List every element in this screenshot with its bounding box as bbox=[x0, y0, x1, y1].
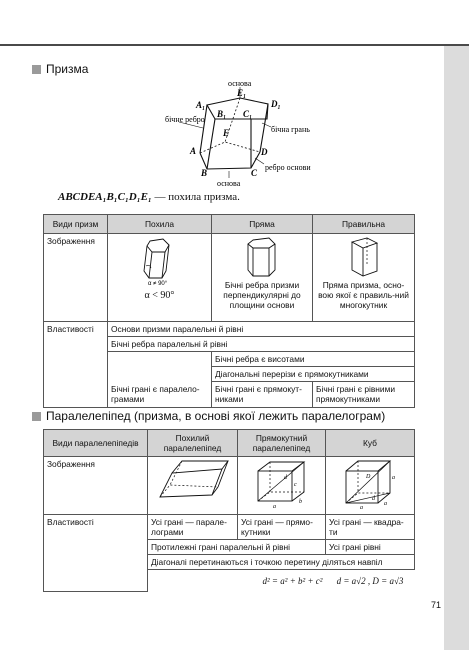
prop-edges-heights: Бічні ребра є висотами bbox=[212, 352, 415, 367]
page-edge-gap bbox=[430, 46, 444, 650]
prism-heading-text: Призма bbox=[46, 62, 89, 76]
section-marker-icon bbox=[32, 65, 41, 74]
oblique-parallelepiped-cell bbox=[148, 457, 238, 515]
prop-bases-parallel: Основи призми паралельні й рівні bbox=[108, 322, 415, 337]
right-prism-note: Бічні ребра призми перпендикулярні до площини основи bbox=[223, 280, 301, 310]
vertex-b: B bbox=[201, 168, 208, 178]
prism-caption bbox=[58, 191, 240, 203]
label-base-edge: ребро основи bbox=[265, 163, 311, 172]
oblique-parallelepiped-icon bbox=[154, 459, 232, 503]
regular-prism-note: Пряма призма, осно-вою якої є правиль-ний многокутник bbox=[318, 280, 409, 310]
regular-prism-cell bbox=[313, 234, 415, 322]
vertex-a1: A₁ bbox=[196, 100, 206, 110]
header-oblique: Похила bbox=[108, 215, 212, 234]
prop-diagonal-sections: Діагональні перерізи є прямокутниками bbox=[212, 367, 415, 382]
vertex-a: A bbox=[190, 146, 197, 156]
pp-prop-oblique-faces: Усі грані — парале-лограми bbox=[148, 515, 238, 540]
pp-row-label-properties: Властивості bbox=[44, 515, 148, 592]
parallelepiped-heading bbox=[32, 409, 385, 423]
prop-right-faces: Бічні грані є прямокут-никами bbox=[212, 382, 313, 408]
pp-empty-formula-cell bbox=[148, 570, 238, 592]
rect-label-c: c bbox=[293, 482, 297, 488]
right-prism-cell bbox=[212, 234, 313, 322]
rect-parallelepiped-icon bbox=[254, 459, 310, 509]
top-rule bbox=[0, 44, 469, 46]
oblique-angle-label: α ≠ 90° bbox=[147, 281, 167, 287]
cube-label-a-right: a bbox=[392, 475, 395, 481]
header-prism-types: Види призм bbox=[44, 215, 108, 234]
cube-label-a-bottom: a bbox=[360, 505, 363, 511]
regular-prism-icon bbox=[347, 236, 381, 278]
cube-diagonal-formula: d = a√2 , D = a√3 bbox=[336, 575, 404, 586]
pp-prop-opposite-faces: Протилежні грані паралельні й рівні bbox=[148, 540, 326, 555]
label-lateral-edge: бічне ребро bbox=[165, 115, 205, 124]
label-base-top: основа bbox=[228, 79, 252, 88]
page-number: 71 bbox=[431, 600, 442, 610]
prism-heading bbox=[32, 62, 88, 76]
vertex-c1: C₁ bbox=[243, 109, 253, 119]
header-oblique-parallelepiped: Похилий паралелепіпед bbox=[148, 430, 238, 457]
prop-regular-faces: Бічні грані є рівними прямокутниками bbox=[313, 382, 415, 408]
rect-label-d: d bbox=[283, 475, 287, 481]
parallelepiped-types-table bbox=[43, 429, 415, 592]
oblique-condition: α < 90° bbox=[144, 290, 175, 301]
vertex-c: C bbox=[251, 168, 258, 178]
vertex-d: D bbox=[261, 147, 268, 157]
header-rect-parallelepiped: Прямокутний паралелепіпед bbox=[238, 430, 326, 457]
pp-prop-cube-faces: Усі грані — квадра-ти bbox=[326, 515, 415, 540]
row-label-image: Зображення bbox=[44, 234, 108, 322]
parallelepiped-heading-text: Паралелепіпед (призма, в основі якої лежить паралелограм) bbox=[46, 409, 386, 423]
header-cube: Куб bbox=[326, 430, 415, 457]
row-label-properties: Властивості bbox=[44, 322, 108, 408]
rect-label-b: b bbox=[298, 499, 302, 505]
rect-diagonal-formula: d² = a² + b² + c² bbox=[262, 575, 323, 586]
vertex-d1: D₁ bbox=[271, 99, 281, 109]
label-lateral-face: бічна грань bbox=[271, 125, 310, 134]
header-regular: Правильна bbox=[313, 215, 415, 234]
cube-label-d: d bbox=[372, 496, 375, 502]
rect-label-a: a bbox=[272, 504, 276, 510]
section-marker-icon bbox=[32, 412, 41, 421]
cube-label-D: D bbox=[366, 474, 371, 480]
vertex-b1: B₁ bbox=[217, 109, 227, 119]
right-prism-icon bbox=[245, 236, 279, 278]
rect-parallelepiped-cell bbox=[238, 457, 326, 515]
prism-types-table bbox=[43, 214, 415, 408]
pp-prop-rect-faces: Усі грані — прямо-кутники bbox=[238, 515, 326, 540]
prop-edges-parallel: Бічні ребра паралельні й рівні bbox=[108, 337, 415, 352]
cube-icon bbox=[342, 459, 398, 509]
vertex-e1: E₁ bbox=[237, 88, 247, 98]
pp-prop-cube-equal: Усі грані рівні bbox=[326, 540, 415, 555]
header-right: Пряма bbox=[212, 215, 313, 234]
caption-prism-name: ABCDEA₁B₁C₁D₁E₁ bbox=[58, 191, 152, 203]
caption-rest: — похила призма. bbox=[151, 191, 240, 203]
cube-cell bbox=[326, 457, 415, 515]
label-base-bottom: основа bbox=[217, 179, 241, 188]
pp-prop-diagonals: Діагоналі перетинаються і точкою перетину діляться навпіл bbox=[148, 555, 415, 570]
oblique-prism-cell bbox=[108, 234, 212, 322]
cube-label-a-side: a bbox=[384, 501, 387, 507]
vertex-e: E bbox=[223, 128, 230, 138]
oblique-empty-cell bbox=[108, 352, 212, 382]
pp-row-label-image: Зображення bbox=[44, 457, 148, 515]
prop-oblique-faces: Бічні грані є паралело-грамами bbox=[108, 382, 212, 408]
oblique-prism-figure bbox=[165, 78, 311, 190]
oblique-prism-icon bbox=[136, 236, 184, 286]
header-parallelepiped-types: Види паралелепіпедів bbox=[44, 430, 148, 457]
